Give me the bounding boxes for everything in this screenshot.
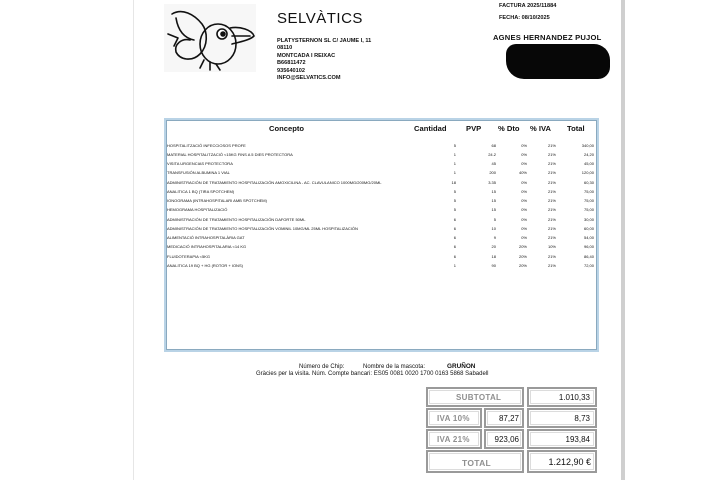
invoice-number: FACTURA 2025/11884 xyxy=(499,3,557,9)
chip-label: Número de Chip: xyxy=(299,364,345,370)
cell-pvp: 20 xyxy=(491,244,496,249)
cell-total: 30,00 xyxy=(583,217,594,222)
table-row xyxy=(166,233,596,242)
cell-pvp: 3.35 xyxy=(488,180,496,185)
cell-pvp: 24.2 xyxy=(488,152,496,157)
cell-qty: 5 xyxy=(453,198,456,203)
iva10-label: IVA 10% xyxy=(437,414,470,423)
cell-dto: 0% xyxy=(521,180,527,185)
subtotal-value: 1.010,33 xyxy=(558,393,590,402)
subtotal-label-box xyxy=(426,387,524,407)
cell-qty: 6 xyxy=(453,226,456,231)
cell-pvp: 90 xyxy=(491,263,496,268)
redacted-address-block xyxy=(506,44,610,79)
cell-total: 75,00 xyxy=(583,198,594,203)
address-line: 935640102 xyxy=(277,67,305,74)
table-row xyxy=(166,141,596,150)
cell-concept: MEDICACIÓ INTRAHOSPITALARIA <14 KG xyxy=(167,244,247,249)
cell-pvp: 10 xyxy=(491,226,496,231)
cell-iva: 10% xyxy=(547,244,556,249)
address-line: PLATYSTERNON SL C/ JAUME I, 11 xyxy=(277,38,372,44)
cell-total: 340,00 xyxy=(581,143,594,148)
cell-pvp: 68 xyxy=(491,143,496,148)
table-row xyxy=(166,261,596,270)
cell-concept: ADMINISTRACIÓN DE TRATAMIENTO HOSPITALIZACIÓN VOMINIL 10MG/ML 25ML HOSPITALIZACIÓN xyxy=(167,226,358,231)
company-address xyxy=(277,38,371,82)
cell-total: 54,00 xyxy=(583,235,594,240)
brand-name: SELVÀTICS xyxy=(277,10,363,27)
cell-dto: 0% xyxy=(521,198,527,203)
col-header-qty: Cantidad xyxy=(414,124,447,133)
cell-dto: 20% xyxy=(518,254,527,259)
cell-dto: 0% xyxy=(521,152,527,157)
cell-pvp: 5 xyxy=(493,217,496,222)
cell-qty: 6 xyxy=(453,235,456,240)
cell-concept: TRANSFUSIÓN ALBUMINA 1 VIAL xyxy=(167,170,230,175)
subtotal-value-box xyxy=(527,387,597,407)
table-row xyxy=(166,252,596,261)
cell-pvp: 200 xyxy=(489,170,496,175)
invoice-info xyxy=(499,0,556,24)
cell-dto: 0% xyxy=(521,207,527,212)
cell-concept: ADMINISTRACIÓN DE TRATAMIENTO HOSPITALIZACIÓN DAFORTE 50ML xyxy=(167,217,306,222)
col-header-dto: % Dto xyxy=(498,124,520,133)
iva21-label: IVA 21% xyxy=(437,435,470,444)
iva21-value-box xyxy=(527,429,597,449)
cell-concept: VISITA URGENCIAS PROTECTORA xyxy=(167,161,233,166)
pet-label: Nombre de la mascota: xyxy=(363,364,426,370)
cell-iva: 21% xyxy=(547,254,556,259)
cell-iva: 21% xyxy=(547,161,556,166)
cell-total: 86,40 xyxy=(583,254,594,259)
cell-dto: 40% xyxy=(518,170,527,175)
cell-qty: 1 xyxy=(453,263,456,268)
address-line: MONTCADA I REIXAC xyxy=(277,52,336,59)
cell-concept: ALIMENTACIÓ INTRAHOSPITALÀRIA GAT xyxy=(167,235,245,240)
cell-iva: 21% xyxy=(547,198,556,203)
address-line: 08110 xyxy=(277,45,293,52)
cell-pvp: 15 xyxy=(491,207,496,212)
iva21-label-box xyxy=(426,429,482,449)
cell-dto: 0% xyxy=(521,235,527,240)
cell-total: 75,00 xyxy=(583,189,594,194)
cell-dto: 0% xyxy=(521,161,527,166)
total-value: 1.212,90 € xyxy=(548,457,591,467)
table-row xyxy=(166,168,596,177)
table-row xyxy=(166,196,596,205)
cell-total: 72,00 xyxy=(583,263,594,268)
cell-iva: 21% xyxy=(547,263,556,268)
toucan-logo xyxy=(164,4,256,72)
cell-concept: IONOGRAMA (INTRAHOSPITALARI AMB SPOTCHEM) xyxy=(167,198,267,203)
subtotal-label: SUBTOTAL xyxy=(456,393,502,402)
cell-dto: 0% xyxy=(521,189,527,194)
col-header-concept: Concepto xyxy=(269,124,305,133)
table-row xyxy=(166,205,596,214)
address-line: B66811472 xyxy=(277,60,306,67)
cell-total: 60,30 xyxy=(583,180,594,185)
cell-pvp: 9 xyxy=(493,235,496,240)
iva10-value-box xyxy=(527,408,597,428)
total-label: TOTAL xyxy=(462,458,492,468)
cell-qty: 1 xyxy=(453,170,456,175)
table-row xyxy=(166,215,596,224)
cell-concept: HOSPITALITZACIÓ INFECCIOSOS PROFE xyxy=(167,143,246,148)
col-header-iva: % IVA xyxy=(530,124,551,133)
cell-dto: 0% xyxy=(521,143,527,148)
iva21-base: 923,06 xyxy=(494,435,519,444)
pet-name: GRUÑON xyxy=(447,363,476,370)
cell-iva: 21% xyxy=(547,170,556,175)
table-row xyxy=(166,187,596,196)
cell-iva: 21% xyxy=(547,217,556,222)
cell-total: 60,00 xyxy=(583,226,594,231)
cell-iva: 21% xyxy=(547,152,556,157)
cell-concept: HEMOGRAMA HOSPITALIZACIÓ xyxy=(167,207,228,212)
cell-iva: 21% xyxy=(547,143,556,148)
table-row xyxy=(166,224,596,233)
cell-qty: 5 xyxy=(453,143,456,148)
cell-concept: ADMINISTRACIÓN DE TRATAMIENTO HOSPITALIZACIÓN AMOXICILINA - AC. CLAVULANICO 1000MG/200MG/20ML xyxy=(167,180,382,185)
table-row xyxy=(166,178,596,187)
cell-dto: 0% xyxy=(521,226,527,231)
cell-qty: 6 xyxy=(453,217,456,222)
iva21-value: 193,84 xyxy=(565,435,590,444)
invoice-date: FECHA: 08/10/2025 xyxy=(499,15,550,21)
cell-qty: 5 xyxy=(453,207,456,212)
cell-iva: 21% xyxy=(547,226,556,231)
cell-total: 24,20 xyxy=(583,152,594,157)
cell-iva: 21% xyxy=(547,207,556,212)
total-label-box xyxy=(426,450,524,473)
cell-qty: 6 xyxy=(453,244,456,249)
cell-total: 75,00 xyxy=(583,207,594,212)
cell-iva: 21% xyxy=(547,235,556,240)
cell-dto: 0% xyxy=(521,217,527,222)
table-row xyxy=(166,150,596,159)
cell-iva: 21% xyxy=(547,180,556,185)
cell-total: 96,00 xyxy=(583,244,594,249)
iva21-base-box xyxy=(484,429,524,449)
cell-dto: 20% xyxy=(518,244,527,249)
cell-concept: ANALITICA 1 BQ (TIRA SPOTCHEM) xyxy=(167,189,235,194)
cell-pvp: 15 xyxy=(491,189,496,194)
iva10-value: 8,73 xyxy=(574,414,590,423)
col-header-total: Total xyxy=(567,124,585,133)
cell-qty: 1 xyxy=(453,152,456,157)
thanks-bank-line: Gràcies per la visita. Núm. Compte bancari: ES05 0081 0020 1700 0163 5868 Sabadell xyxy=(256,371,489,377)
cell-pvp: 45 xyxy=(491,161,496,166)
col-header-pvp: PVP xyxy=(466,124,482,133)
cell-total: 45,00 xyxy=(583,161,594,166)
cell-qty: 6 xyxy=(453,254,456,259)
cell-concept: MATERIAL HOSPITALITZACIÓ <15KG FINS A 5 DIES PROTECTORA xyxy=(167,152,293,157)
cell-total: 120,00 xyxy=(581,170,594,175)
table-row xyxy=(166,242,596,251)
cell-qty: 5 xyxy=(453,189,456,194)
cell-qty: 1 xyxy=(453,161,456,166)
client-name: AGNES HERNANDEZ PUJOL xyxy=(493,33,602,42)
cell-concept: FLUIDOTERAPIA <5KG xyxy=(167,254,211,259)
cell-dto: 20% xyxy=(518,263,527,268)
cell-pvp: 18 xyxy=(491,254,496,259)
cell-iva: 21% xyxy=(547,189,556,194)
table-row xyxy=(166,159,596,168)
iva10-base-box xyxy=(484,408,524,428)
iva10-base: 87,27 xyxy=(498,414,519,423)
iva10-label-box xyxy=(426,408,482,428)
cell-pvp: 15 xyxy=(491,198,496,203)
cell-concept: ANALITICA 19 BQ + HG (ROTOR + IONS) xyxy=(167,263,243,268)
cell-qty: 18 xyxy=(451,180,456,185)
total-value-box xyxy=(527,450,597,473)
address-line: INFO@SELVATICS.COM xyxy=(277,75,341,82)
